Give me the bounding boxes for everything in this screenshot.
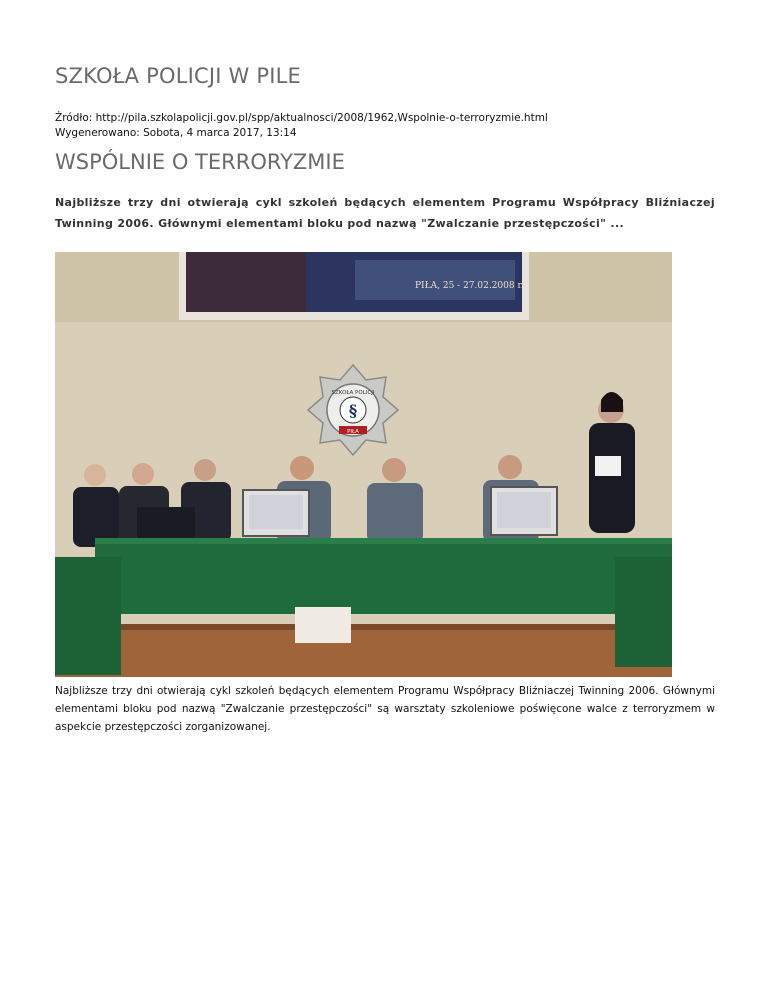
meta-info — [55, 111, 548, 141]
photo-floor — [55, 624, 672, 677]
conference-table — [95, 538, 672, 614]
police-school-emblem — [308, 365, 398, 455]
svg-text:§: § — [348, 401, 358, 420]
laptop — [137, 507, 195, 541]
article-lead: Najbliższe trzy dni otwierają cykl szkoleń będących elementem Programu Współpracy Bliźniaczej Twinning 2006. Głównymi elementami bloku pod nazwą "Zwalczanie przestępczości" ... — [55, 196, 715, 230]
emblem-top-text: SZKOŁA POLICJI — [331, 390, 375, 396]
generated-date: Wygenerowano: Sobota, 4 marca 2017, 13:14 — [55, 127, 297, 139]
source-url: Źródło: http://pila.szkolapolicji.gov.pl/spp/aktualnosci/2008/1962,Wspolnie-o-terroryzmie.html — [55, 112, 548, 124]
table-sign — [295, 607, 351, 643]
article-title: WSPÓLNIE O TERRORYZMIE — [55, 150, 345, 174]
conference-photo — [55, 252, 672, 677]
emblem-bottom-text: PIŁA — [347, 429, 359, 435]
article-photo — [55, 252, 672, 677]
screen-text: PIŁA, 25 - 27.02.2008 r. — [415, 281, 524, 291]
photo-caption: Najbliższe trzy dni otwierają cykl szkoleń będących elementem Programu Współpracy Bliźniaczej Twinning 2006. Głównymi elementami bloku pod nazwą "Zwalczanie przestępczości" są warsztaty szkoleniowe poświęcone walce z terroryzmem w aspekcie przestępczości zorganizowanej. — [55, 685, 715, 733]
site-title: SZKOŁA POLICJI W PILE — [55, 64, 301, 88]
